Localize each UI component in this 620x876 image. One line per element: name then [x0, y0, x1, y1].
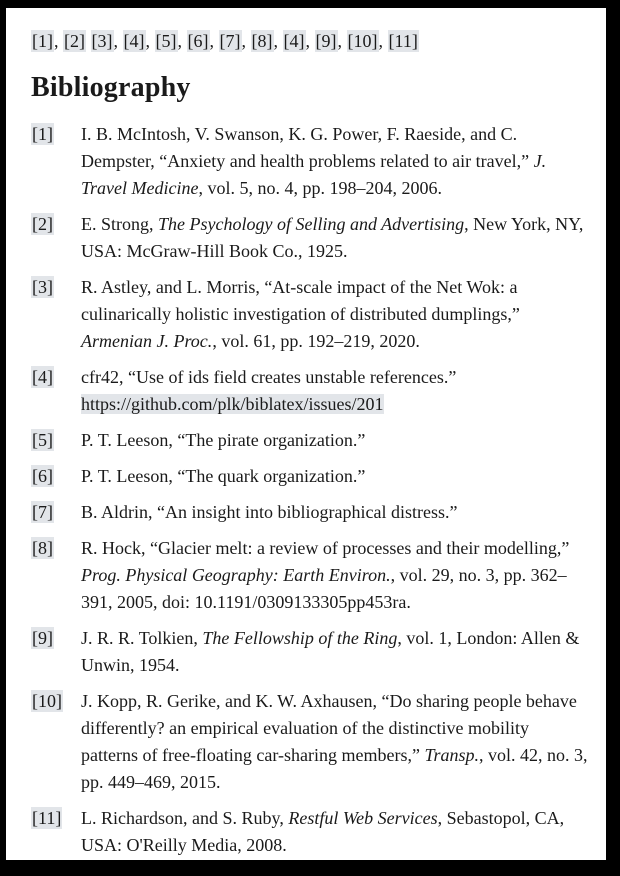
entry-title-italic: J. Travel Medicine — [81, 151, 547, 198]
citation-separator: , — [113, 31, 123, 51]
entry-text — [81, 274, 588, 355]
citation-ref[interactable]: [4] — [123, 31, 145, 51]
citation-ref[interactable]: [9] — [315, 31, 337, 51]
entry-label-cell — [31, 211, 81, 238]
entry-label-cell — [31, 463, 81, 490]
entry-text — [81, 364, 588, 418]
entry-text-plain: , vol. 42, no. 3, pp. 449–469, 2015. — [81, 745, 588, 792]
citation-ref[interactable]: [3] — [91, 31, 113, 51]
entry-text — [81, 463, 588, 490]
bib-entry — [31, 427, 588, 454]
entry-label[interactable]: [1] — [32, 124, 53, 144]
citation-ref[interactable]: [10] — [347, 31, 378, 51]
bib-entry — [31, 211, 588, 265]
bib-entry — [31, 535, 588, 616]
citation-line — [31, 27, 588, 55]
citation-separator: , — [273, 31, 283, 51]
document-page — [6, 8, 606, 860]
entry-text-plain: P. T. Leeson, “The pirate organization.” — [81, 430, 366, 450]
citation-separator: , — [337, 31, 347, 51]
citation-separator: , — [378, 31, 388, 51]
entry-title-italic: Prog. Physical Geography: Earth Environ. — [81, 565, 391, 585]
entry-label-cell — [31, 427, 81, 454]
citation-separator: , — [54, 31, 63, 51]
entry-text — [81, 805, 588, 859]
entry-label[interactable]: [9] — [32, 628, 53, 648]
citation-separator: , — [177, 31, 187, 51]
entry-label[interactable]: [6] — [32, 466, 53, 486]
entry-text-plain: , vol. 1, London: Allen & Unwin, 1954. — [81, 628, 580, 675]
entry-label[interactable]: [3] — [32, 277, 53, 297]
citation-ref[interactable]: [1] — [32, 31, 53, 51]
bibliography-list — [31, 121, 588, 859]
entry-text-plain: cfr42, “Use of ids field creates unstable references.” — [81, 367, 457, 387]
entry-label-cell — [31, 364, 81, 391]
entry-label[interactable]: [5] — [32, 430, 53, 450]
citation-separator: , — [145, 31, 155, 51]
bibliography-heading: Bibliography — [31, 72, 191, 103]
bib-entry — [31, 499, 588, 526]
entry-text-plain: L. Richardson, and S. Ruby, — [81, 808, 289, 828]
entry-text — [81, 625, 588, 679]
entry-text-plain: , vol. 5, no. 4, pp. 198–204, 2006. — [198, 178, 442, 198]
entry-url-link[interactable]: https://github.com/plk/biblatex/issues/201 — [81, 394, 384, 414]
citation-ref[interactable]: [4] — [283, 31, 305, 51]
entry-text — [81, 688, 588, 796]
entry-text-plain: R. Hock, “Glacier melt: a review of processes and their modelling,” — [81, 538, 570, 558]
citation-ref[interactable]: [7] — [219, 31, 241, 51]
entry-label-cell — [31, 688, 81, 715]
citation-ref[interactable]: [5] — [155, 31, 177, 51]
bib-entry — [31, 364, 588, 418]
entry-label-cell — [31, 499, 81, 526]
citation-ref[interactable]: [2] — [64, 31, 85, 51]
entry-title-italic: Armenian J. Proc. — [81, 331, 213, 351]
entry-label[interactable]: [8] — [32, 538, 53, 558]
entry-title-italic: The Fellowship of the Ring — [202, 628, 398, 648]
entry-label[interactable]: [4] — [32, 367, 53, 387]
bib-entry — [31, 121, 588, 202]
entry-label-cell — [31, 274, 81, 301]
entry-label[interactable]: [7] — [32, 502, 53, 522]
entry-text-plain: I. B. McIntosh, V. Swanson, K. G. Power, F. Raeside, and C. Dempster, “Anxiety and health problems related to air travel,” — [81, 124, 534, 171]
bib-entry — [31, 274, 588, 355]
entry-text-plain: P. T. Leeson, “The quark organization.” — [81, 466, 366, 486]
entry-title-italic: The Psychology of Selling and Advertising — [158, 214, 465, 234]
bib-entry — [31, 688, 588, 796]
bib-entry — [31, 805, 588, 859]
entry-text-plain: J. Kopp, R. Gerike, and K. W. Axhausen, “Do sharing people behave differently? an empirical evaluation of the distinctive mobility patterns of free-floating car-sharing members,” — [81, 691, 577, 765]
bib-entry — [31, 463, 588, 490]
entry-label-cell — [31, 625, 81, 652]
entry-title-italic: Restful Web Services — [288, 808, 438, 828]
entry-text-plain: E. Strong, — [81, 214, 159, 234]
entry-label[interactable]: [10] — [32, 691, 62, 711]
entry-text — [81, 121, 588, 202]
entry-text-plain: B. Aldrin, “An insight into bibliographical distress.” — [81, 502, 458, 522]
bib-entry — [31, 625, 588, 679]
citation-ref[interactable]: [6] — [187, 31, 209, 51]
entry-text — [81, 499, 588, 526]
entry-text — [81, 427, 588, 454]
citation-separator: , — [209, 31, 219, 51]
entry-text-plain: , Sebastopol, CA, USA: O'Reilly Media, 2008. — [81, 808, 565, 855]
entry-text-plain: , New York, NY, USA: McGraw-Hill Book Co., 1925. — [81, 214, 584, 261]
entry-title-italic: Transp. — [424, 745, 480, 765]
entry-text — [81, 211, 588, 265]
entry-label-cell — [31, 805, 81, 832]
entry-label-cell — [31, 121, 81, 148]
entry-text-plain: , vol. 29, no. 3, pp. 362–391, 2005, doi: 10.1191/0309133305pp453ra. — [81, 565, 567, 612]
citation-separator: , — [305, 31, 315, 51]
entry-label[interactable]: [11] — [32, 808, 62, 828]
citation-separator — [86, 31, 91, 51]
entry-text-plain: J. R. R. Tolkien, — [81, 628, 203, 648]
entry-text — [81, 535, 588, 616]
citation-ref[interactable]: [11] — [388, 31, 418, 51]
entry-label[interactable]: [2] — [32, 214, 53, 234]
entry-text-plain: R. Astley, and L. Morris, “At-scale impact of the Net Wok: a culinarically holistic investigation of distributed dumplings,” — [81, 277, 520, 324]
citation-ref[interactable]: [8] — [251, 31, 273, 51]
citation-separator: , — [241, 31, 251, 51]
entry-text-plain: , vol. 61, pp. 192–219, 2020. — [212, 331, 420, 351]
entry-label-cell — [31, 535, 81, 562]
